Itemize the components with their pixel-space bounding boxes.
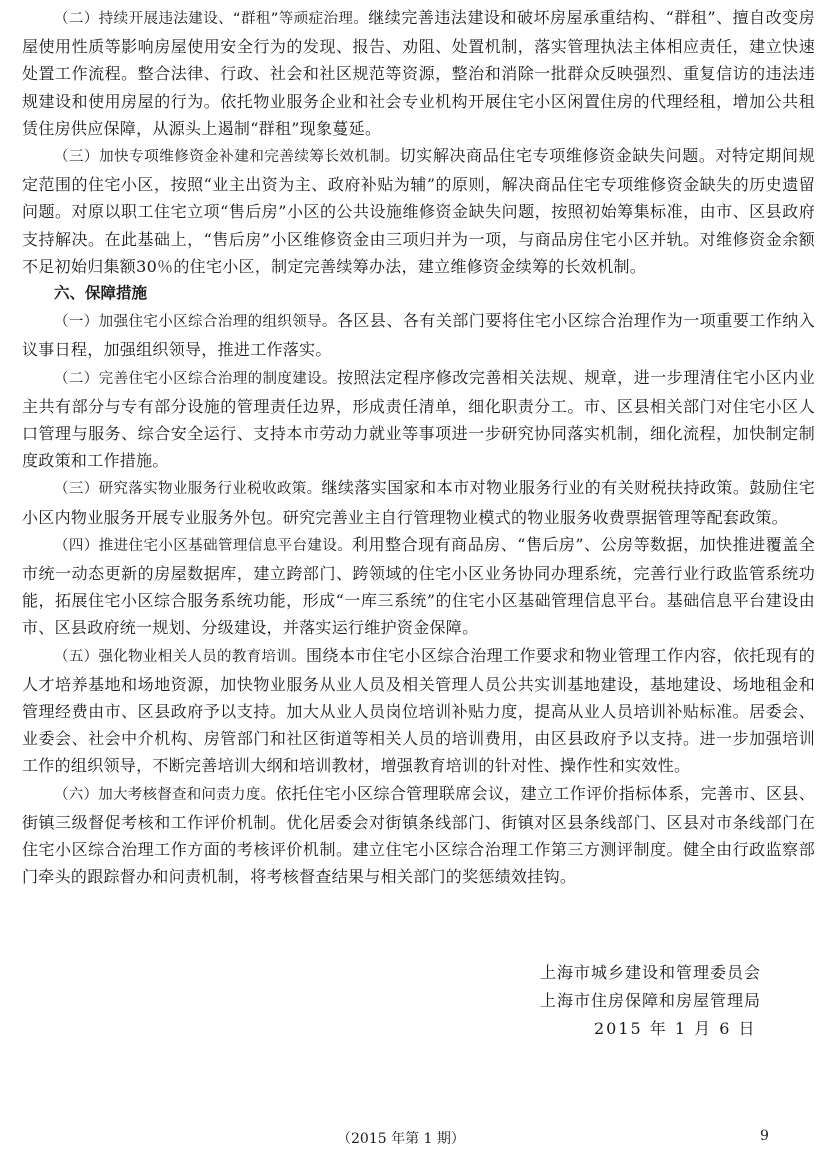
measure-text: 围绕本市住宅小区综合治理工作要求和物业管理工作内容，依托现有的人才培养基地和场地资源，加快物业服务从业人员及相关管理人员公共实训基地建设，基地建设、场地租金和管理经费由市、区县政府予以支持。加大从业人员岗位培训补贴力度，提高从业人员培训补贴标准。居委会、业委会、社会中介机构、房管部门和社区街道等相关人员的培训费用，由区县政府予以支持。进一步加强培训工作的组织领导，不断完善培训大纲和培训教材，增强教育培训的针对性、操作性和实效性。 <box>22 645 815 776</box>
measure-heading: （六）加大考核督查和问责力度。 <box>54 786 276 803</box>
measure-paragraph <box>0 642 827 780</box>
paragraph-maintenance-fund <box>0 142 827 280</box>
measure-text: 继续落实国家和本市对物业服务行业的有关财税扶持政策。鼓励住宅小区内物业服务开展专业服务外包。研究完善业主自行管理物业模式的物业服务收费票据管理等配套政策。 <box>22 478 815 527</box>
signing-organization-1: 上海市城乡建设和管理委员会 <box>540 963 762 982</box>
signing-organization-2: 上海市住房保障和房屋管理局 <box>540 991 762 1010</box>
paragraph-heading: （二）持续开展违法建设、“群租”等顽症治理。 <box>54 11 369 27</box>
paragraph-text: 继续完善违法建设和破坏房屋承重结构、“群租”、擅自改变房屋使用性质等影响房屋使用安全行为的发现、报告、劝阻、处置机制，落实管理执法主体相应责任，建立快速处置工作流程。整合法律、行政、社会和社区规范等资源，整治和消除一批群众反映强烈、重复信访的违法违规建设和使用房屋的行为。依托物业服务企业和社会专业机构开展住宅小区闲置住房的代理经租，增加公共租赁住房供应保障，从源头上遏制“群租”现象蔓延。 <box>22 8 815 138</box>
paragraph-heading: （三）加快专项维修资金补建和完善续筹长效机制。 <box>54 149 400 166</box>
measure-text: 依托住宅小区综合管理联席会议，建立工作评价指标体系，完善市、区县、街镇三级督促考核和工作评价机制。优化居委会对街镇条线部门、街镇对区县条线部门、区县对市条线部门在住宅小区综合治理工作方面的考核评价机制。建立住宅小区综合治理工作第三方测评制度。健全由行政监察部门牵头的跟踪督办和问责机制，将考核督查结果与相关部门的奖惩绩效挂钩。 <box>22 783 815 887</box>
measure-text: 各区县、各有关部门要将住宅小区综合治理作为一项重要工作纳入议事日程，加强组织领导，推进工作落实。 <box>22 311 815 360</box>
measure-paragraph <box>0 364 827 475</box>
document-body <box>0 4 827 891</box>
section-heading-safeguards: 六、保障措施 <box>54 284 148 303</box>
paragraph-text: 切实解决商品住宅专项维修资金缺失问题。对特定期间规定范围的住宅小区，按照“业主出资为主、政府补贴为辅”的原则，解决商品住宅专项维修资金缺失的历史遗留问题。对原以职工住宅立项“售后房”小区的公共设施维修资金缺失问题，按照初始筹集标准，由市、区县政府支持解决。在此基础上，“售后房”小区维修资金由三项归并为一项，与商品房住宅小区并轨。对维修资金余额不足初始归集额30％的住宅小区，制定完善续筹办法，建立维修资金续筹的长效机制。 <box>22 146 815 276</box>
measure-heading: （一）加强住宅小区综合治理的组织领导。 <box>54 314 337 331</box>
measure-heading: （三）研究落实物业服务行业税收政策。 <box>54 481 322 498</box>
measure-paragraph <box>0 531 827 642</box>
measure-heading: （五）强化物业相关人员的教育培训。 <box>54 648 306 665</box>
measure-heading: （二）完善住宅小区综合治理的制度建设。 <box>54 370 337 387</box>
page-number: 9 <box>760 1128 769 1144</box>
signing-date: 2015 年 1 月 6 日 <box>594 1019 757 1038</box>
paragraph-illegal-construction <box>0 4 827 142</box>
measure-paragraph <box>0 780 827 891</box>
signature-block <box>540 959 810 1043</box>
issue-label: （2015 年第 1 期） <box>337 1131 465 1147</box>
measure-paragraph <box>0 474 827 530</box>
measure-paragraph <box>0 307 827 363</box>
measure-text: 利用整合现有商品房、“售后房”、公房等数据，加快推进覆盖全市统一动态更新的房屋数据库，建立跨部门、跨领域的住宅小区业务协同办理系统，完善行业行政监管系统功能，拓展住宅小区综合服务系统功能，形成“一库三系统”的住宅小区基础管理信息平台。基础信息平台建设由市、区县政府统一规划、分级建设，并落实运行维护资金保障。 <box>22 534 815 638</box>
measure-heading: （四）推进住宅小区基础管理信息平台建设。 <box>54 537 353 554</box>
measure-text: 按照法定程序修改完善相关法规、规章，进一步理清住宅小区内业主共有部分与专有部分设施的管理责任边界，形成责任清单，细化职责分工。市、区县相关部门对住宅小区人口管理与服务、综合安全运行、支持本市劳动力就业等事项进一步研究协同落实机制，细化流程，加快制定制度政策和工作措施。 <box>22 367 815 471</box>
